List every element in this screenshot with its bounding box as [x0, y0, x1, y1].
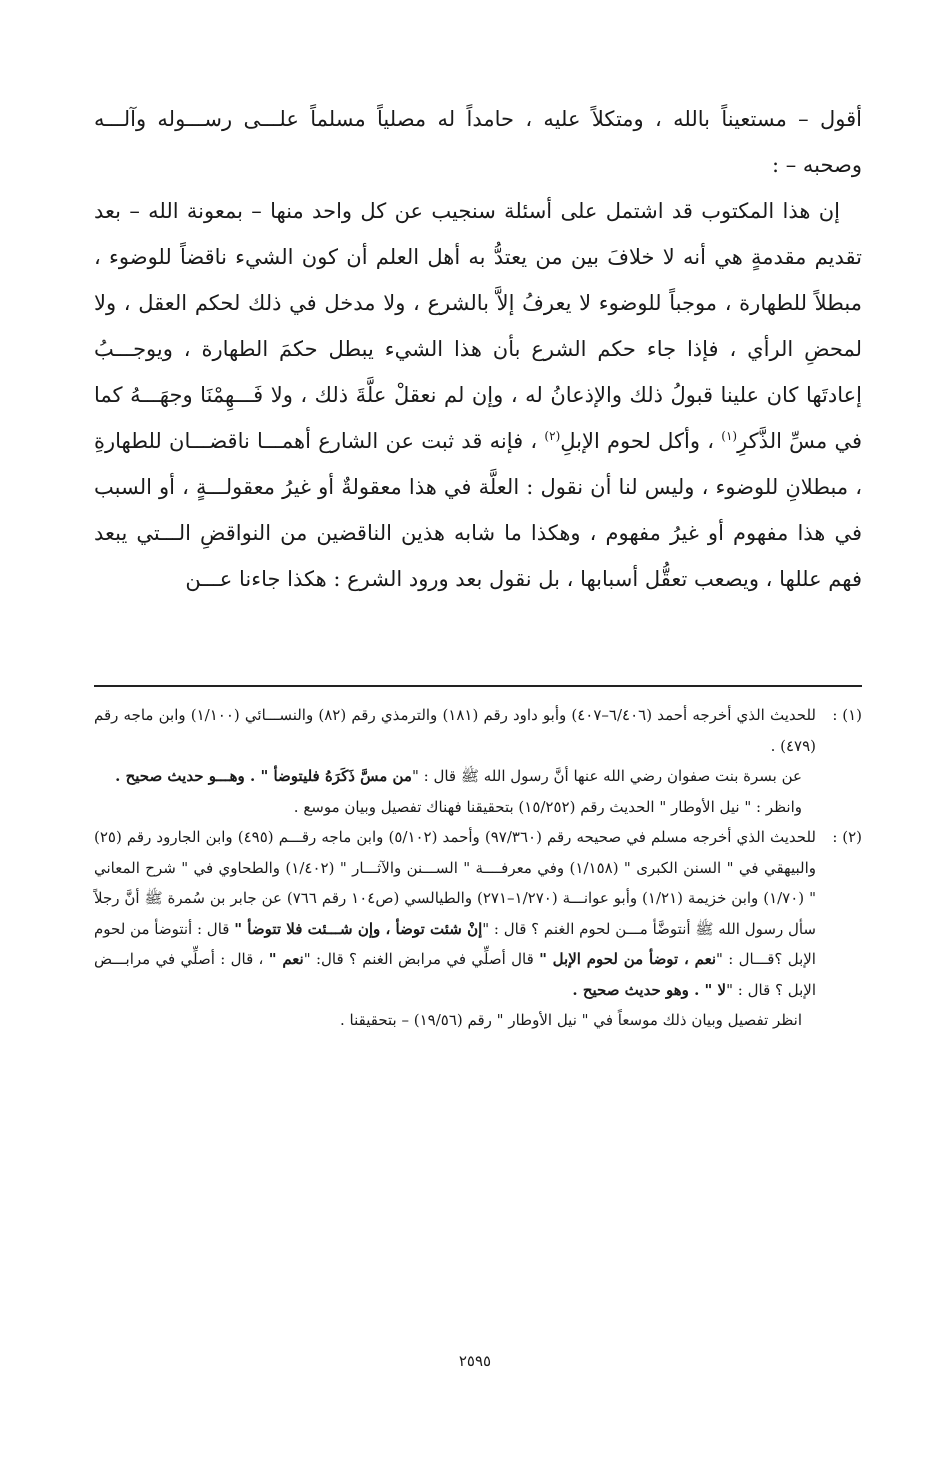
- footnote-2-bold-3: نعم ": [268, 950, 304, 968]
- footnote-2-bold-4: لا " . وهو حديث صحيح .: [572, 980, 727, 999]
- footnote-2-reference: انظر تفصيل وبيان ذلك موسعاً في " نيل الأوطار " رقم (١٩/٥٦) – بتحقيقنا .: [339, 1011, 802, 1029]
- footnote-2-number: (٢) :: [832, 828, 862, 846]
- footnote-1-number: (١) :: [832, 706, 862, 724]
- footnote-1-reference: وانظر : " نيل الأوطار " الحديث رقم (١٥/٢٥٢) بتحقيقنا فهناك تفصيل وبيان موسع .: [293, 797, 802, 816]
- footnote-2-text-2: قال : أنتوضأ من لحوم الإبل ؟قـــال : ": [94, 919, 816, 968]
- body-text-part-3: ، فإنه قد ثبت عن الشارع أهمـــا ناقضـــان للطهارةِ ، مبطلانِ للوضوء ، وليس لنا أن نقول : العلَّة في هذا معقولةٌ أو غيرُ معقولـــةٍ ، أو السبب في هذا مفهوم أو غيرُ مفهوم ، وهكذا ما شابه هذين الناقضين من النواقضِ الـــتي يبعد فهم عللها ، ويصعب تعقُّل أسبابها ، بل نقول بعد ورود الشرع : هكذا جاءنا عـــن: [94, 429, 862, 591]
- footnote-2-citation: [94, 822, 816, 1005]
- main-text: [94, 96, 862, 602]
- footnote-2: [94, 822, 862, 1036]
- footnote-1-hadith-bold: من مسَّ ذَكَرَهُ فليتوضأ " . وهـــو حديث صحيح .: [115, 767, 412, 785]
- footnote-2-bold-2: نعم ، توضأ من لحوم الإبل ": [539, 950, 717, 968]
- footnote-2-text-4: ، قال : أصلِّي في مرابـــض الإبل ؟ قال : ": [94, 950, 816, 999]
- body-text-part-2: ، وأكل لحوم الإبلِ: [560, 429, 715, 453]
- body-paragraph: [94, 188, 862, 602]
- page-number: ٢٥٩٥: [458, 1352, 492, 1370]
- footnotes: [94, 700, 862, 1036]
- footnote-divider: [94, 685, 862, 687]
- footnote-1-citation: للحديث الذي أخرجه أحمد (٦/٤٠٦–٤٠٧) وأبو داود رقم (١٨١) والترمذي رقم (٨٢) والنســـائي (١/١٠٠) وابن ماجه رقم (٤٧٩) .: [94, 706, 816, 755]
- opening-paragraph: أقول – مستعيناً بالله ، ومتكلاً عليه ، حامداً له مصلياً مسلماً علـــى رســـوله وآلـــه وصحبه – :: [94, 107, 862, 177]
- body-text-part-1: إن هذا المكتوب قد اشتمل على أسئلة سنجيب عن كل واحد منها – بمعونة الله – بعد تقديم مقدمةٍ هي أنه لا خلافَ بين من يعتدُّ به أهل العلم أن كون الشيء ناقضاً للوضوء ، مبطلاً للطهارة ، موجباً للوضوء لا يعرفُ إلاَّ بالشرع ، ولا مدخل في ذلك لحكم العقل ، ولا لمحضِ الرأي ، فإذا جاء حكم الشرع بأن هذا الشيء يبطل حكمَ الطهارة ، ويوجـــبُ إعادتَها كان علينا قبولُ ذلك والإذعانُ له ، وإن لم نعقلْ علَّةَ ذلك ، ولا فَـــهِمْنَا وجهَـــهُ كما في مسِّ الذَّكرِ: [94, 199, 862, 453]
- footnote-ref-1[interactable]: (١): [721, 429, 738, 443]
- footnote-2-text-1: للحديث الذي أخرجه مسلم في صحيحه رقم (٩٧/٣٦٠) وأحمد (٥/١٠٢) وابن ماجه رقـــم (٤٩٥) وابن الجارود رقم (٢٥) والبيهقي في " السنن الكبرى " (١/١٥٨) وفي معرفــــة " الســـنن والآثـــار " (١/٤٠٢) والطحاوي في " شرح المعاني " (١/٧٠) وابن خزيمة (١/٢١) وأبو عوانـــة (١/٢٧٠–٢٧١) والطيالسي (ص١٠٤ رقم ٧٦٦) عن جابر بن سُمرة ﷺ أنَّ رجلاً سأل رسول الله ﷺ أنتوضَّأ مـــن لحوم الغنم ؟ قال : ": [94, 828, 816, 938]
- footnote-2-bold-1: إنْ شئت توضأ ، وإن شـــئت فلا تتوضأ ": [234, 919, 483, 938]
- footnote-1-hadith-text: عن بسرة بنت صفوان رضي الله عنها أنَّ رسول الله ﷺ قال : ": [411, 767, 802, 785]
- footnote-1-hadith: [94, 761, 816, 792]
- footnote-2-text-3: قال أصلِّي في مرابض الغنم ؟ قال: ": [303, 950, 534, 968]
- footnote-1: [94, 700, 862, 822]
- footnote-ref-2[interactable]: (٢): [544, 429, 561, 443]
